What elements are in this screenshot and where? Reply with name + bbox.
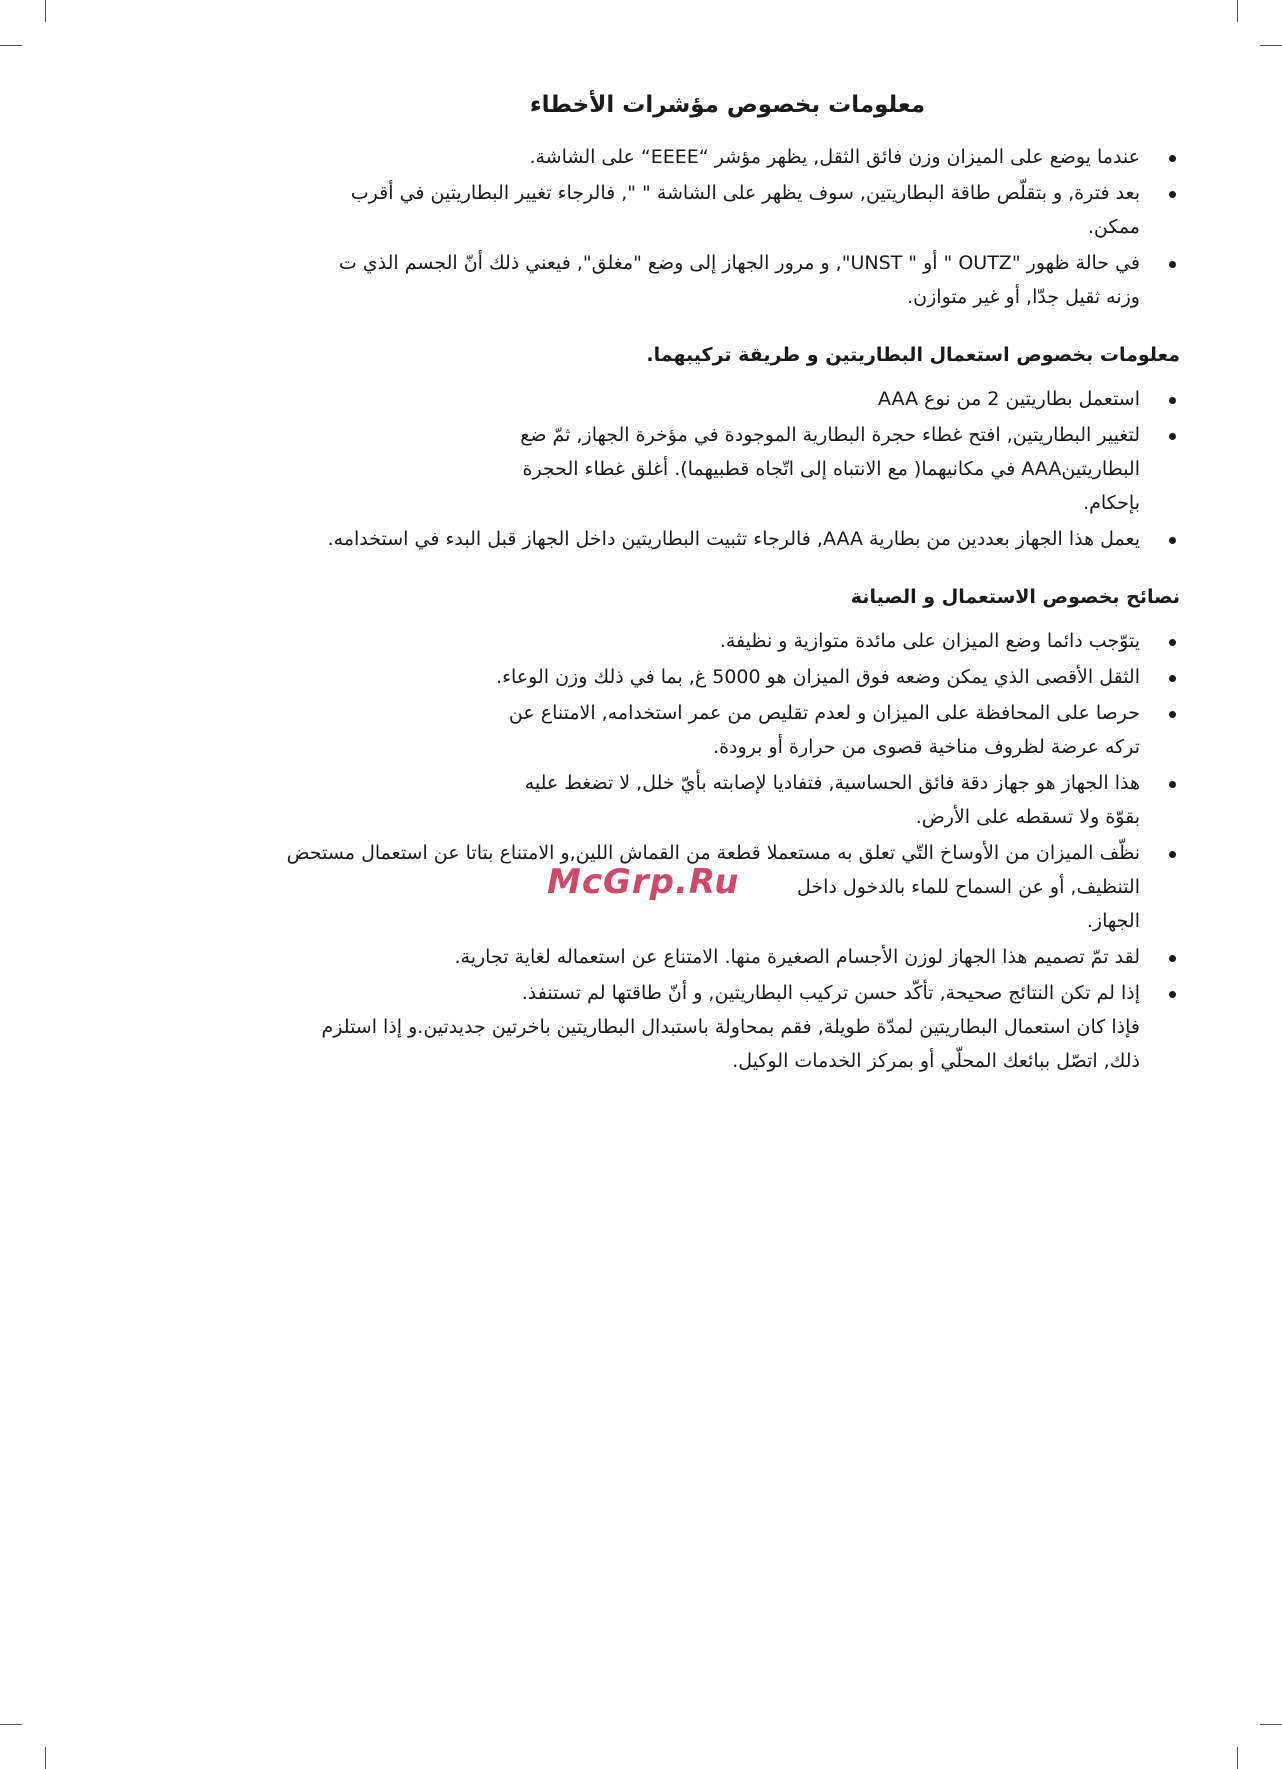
error-indicators-list [205,140,1180,314]
list-item-line: وزنه ثقيل جدّا, أو غير متوازن. [907,286,1140,308]
list-item [205,140,1140,174]
list-item-line: تركه عرضة لظروف مناخية قصوى من حرارة أو برودة. [713,736,1140,758]
list-item [205,696,1140,764]
crop-mark [1260,1724,1282,1725]
list-item [205,766,1140,834]
document-page [205,92,1180,1080]
crop-mark [45,1747,46,1769]
list-item [205,976,1140,1078]
maintenance-list [205,624,1180,1078]
crop-mark [0,1724,22,1725]
crop-mark [1260,45,1282,46]
list-item-line: بعد فترة, و بتقلّص طاقة البطاريتين, سوف يظهر على الشاشة " ", فالرجاء تغيير البطاريتين في أقرب [350,182,1140,204]
list-item-line: فإذا كان استعمال البطاريتين لمدّة طويلة, فقم بمحاولة باستبدال البطاريتين باخرتين جديدتين.و إذا استلزم [321,1016,1140,1038]
list-item-line: الثقل الأقصى الذي يمكن وضعه فوق الميزان هو 5000 غ, بما في ذلك وزن الوعاء. [496,666,1140,688]
list-item [205,382,1140,416]
list-item-line: بإحكام. [1083,492,1140,514]
list-item-line: التنظيف, أو عن السماح للماء بالدخول داخل [797,876,1140,898]
list-item [205,624,1140,658]
list-item-line: لقد تمّ تصميم هذا الجهاز لوزن الأجسام الصغيرة منها. الامتناع عن استعماله لغاية تجارية. [454,946,1140,968]
crop-mark [1237,1747,1238,1769]
crop-mark [45,0,46,22]
list-item-line: هذا الجهاز هو جهاز دقة فائق الحساسية, فتفاديا لإصابته بأيّ خلل, لا تضغط عليه [524,772,1140,794]
list-item-line: البطاريتينAAA في مكانيهما( مع الانتباه إلى اتّجاه قطبيهما). أغلق غطاء الحجرة [522,458,1140,480]
list-item-line: الجهاز. [1086,910,1140,932]
section-heading-maintenance: نصائح بخصوص الاستعمال و الصيانة [850,586,1180,608]
list-item-line: بقوّة ولا تسقطه على الأرض. [915,806,1140,828]
list-item-line: ذلك, اتصّل ببائعك المحلّي أو بمركز الخدمات الوكيل. [732,1050,1140,1072]
list-item [205,418,1140,520]
list-item-line: ممكن. [1087,216,1140,238]
list-item-line: في حالة ظهور "OUTZ " أو " UNST", و مرور الجهاز إلى وضع "مغلق", فيعني ذلك أنّ الجسم الذي ت [338,252,1140,274]
crop-mark [1237,0,1238,22]
list-item [205,940,1140,974]
section-heading-error-indicators: معلومات بخصوص مؤشرات الأخطاء [529,92,926,118]
list-item-line: إذا لم تكن النتائج صحيحة, تأكّد حسن تركيب البطاريتين, و أنّ طاقتها لم تستنفذ. [521,982,1140,1004]
crop-mark [0,45,22,46]
list-item-line: نظّف الميزان من الأوساخ التّي تعلق به مستعملا قطعة من القماش اللين,و الامتناع بتاتا عن استعمال مستحض [286,842,1140,864]
watermark-logo: McGrp.Ru [547,862,740,902]
list-item [205,660,1140,694]
list-item-line: حرصا على المحافظة على الميزان و لعدم تقليص من عمر استخدامه, الامتناع عن [508,702,1140,724]
batteries-list [205,382,1180,556]
list-item-line: لتغيير البطاريتين, افتح غطاء حجرة البطارية الموجودة في مؤخرة الجهاز, ثمّ ضع [520,424,1140,446]
section-heading-batteries: معلومات بخصوص استعمال البطاريتين و طريقة تركيبهما. [646,344,1180,366]
list-item [205,522,1140,556]
list-item [205,176,1140,244]
list-item-line: يتوّجب دائما وضع الميزان على مائدة متوازية و نظيفة. [719,630,1140,652]
list-item-line: عندما يوضع على الميزان وزن فائق الثقل, يظهر مؤشر “EEEE“ على الشاشة. [529,146,1140,168]
list-item [205,246,1140,314]
list-item-line: يعمل هذا الجهاز بعددين من بطارية AAA, فالرجاء تثبيت البطاريتين داخل الجهاز قبل البدء في استخدامه. [327,528,1140,550]
list-item-line: استعمل بطاريتين 2 من نوع AAA [878,388,1140,410]
